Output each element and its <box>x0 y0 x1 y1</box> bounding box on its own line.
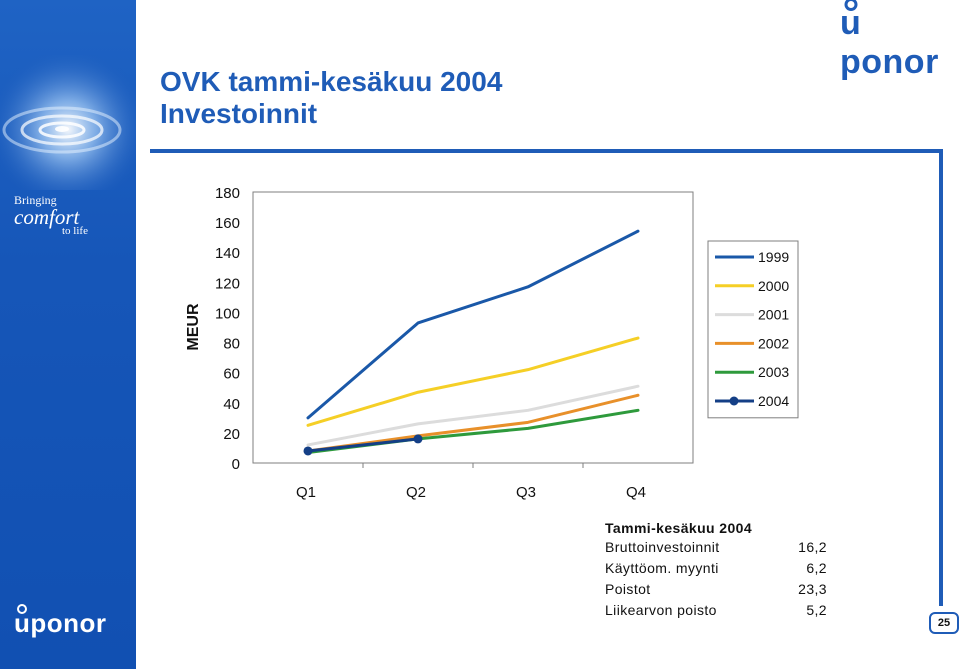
summary-value: 6,2 <box>806 560 827 576</box>
summary-value: 23,3 <box>798 581 827 597</box>
y-tick-label: 60 <box>223 365 240 383</box>
summary-value: 5,2 <box>806 602 827 618</box>
summary-row-depreciation <box>605 579 827 600</box>
summary-row-gross-investments <box>605 537 827 558</box>
y-axis-label: MEUR <box>185 303 202 351</box>
y-tick-label: 20 <box>223 425 240 443</box>
tagline-line-2: comfort <box>14 205 80 229</box>
legend-label-2002: 2002 <box>758 335 790 352</box>
y-tick-label: 0 <box>231 456 240 473</box>
y-tick-label: 120 <box>214 275 240 293</box>
summary-label: Bruttoinvestoinnit <box>605 539 720 555</box>
summary-label: Käyttöom. myynti <box>605 560 719 576</box>
y-tick-label: 80 <box>223 335 240 353</box>
y-tick-label: 100 <box>214 305 240 323</box>
summary-row-asset-sales <box>605 558 827 579</box>
series-point-2004 <box>414 434 423 443</box>
legend-label-2000: 2000 <box>758 277 790 294</box>
summary-row-goodwill-amortization <box>605 600 827 621</box>
sidebar-logo-text: u ponor <box>14 608 107 638</box>
summary-label: Liikearvon poisto <box>605 602 717 618</box>
summary-title: Tammi-kesäkuu 2004 <box>605 520 753 536</box>
summary-value: 16,2 <box>798 539 827 555</box>
legend-marker-2004 <box>730 397 739 406</box>
page-title-line-2: Investoinnit <box>160 98 318 129</box>
x-tick-label: Q4 <box>625 484 647 501</box>
tagline-line-3: to life <box>62 225 88 237</box>
series-line-1999 <box>308 231 638 418</box>
summary-label: Poistot <box>605 581 651 597</box>
y-tick-label: 180 <box>214 185 240 202</box>
legend-label-2003: 2003 <box>758 364 790 381</box>
page-number: 25 <box>929 612 959 634</box>
page-title-line-1: OVK tammi-kesäkuu 2004 <box>160 66 503 97</box>
legend-box <box>708 241 798 418</box>
header-logo-text: u ponor <box>840 4 939 81</box>
tagline-line-1: Bringing <box>14 193 57 207</box>
series-line-2001 <box>308 386 638 445</box>
legend-label-2004: 2004 <box>758 393 790 409</box>
legend-label-1999: 1999 <box>758 249 790 265</box>
y-tick-label: 160 <box>214 215 240 233</box>
series-point-2004 <box>304 446 313 455</box>
y-tick-label: 40 <box>223 395 240 413</box>
x-tick-label: Q3 <box>515 484 537 501</box>
x-tick-label: Q1 <box>295 484 317 501</box>
series-line-2002 <box>308 395 638 451</box>
series-line-2000 <box>308 338 638 425</box>
legend-label-2001: 2001 <box>758 306 790 323</box>
summary-panel <box>605 519 827 621</box>
x-tick-label: Q2 <box>405 484 427 501</box>
y-tick-label: 140 <box>214 245 240 263</box>
